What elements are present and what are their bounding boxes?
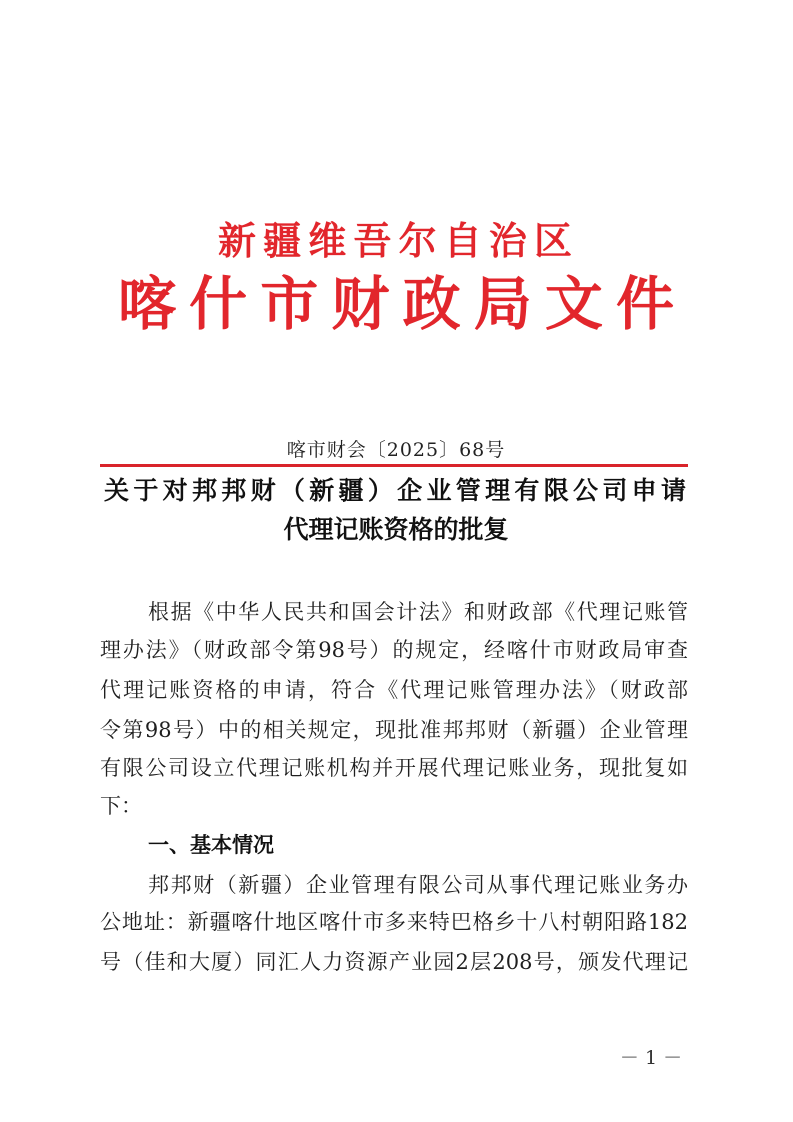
red-divider-rule <box>100 464 688 467</box>
paragraph-2-line: 邦邦财（新疆）企业管理有限公司从事代理记账业务办 <box>148 873 688 897</box>
header-region-title: 新疆维吾尔自治区 <box>218 218 572 263</box>
paragraph-1-line: 代理记账资格的申请，符合《代理记账管理办法》（财政部 <box>100 678 688 702</box>
document-number: 喀市财会〔2025〕68号 <box>286 439 506 461</box>
paragraph-1-line: 下： <box>100 794 142 818</box>
page-number: － 1 － <box>619 1047 683 1069</box>
paragraph-1-line: 令第98号）中的相关规定，现批准邦邦财（新疆）企业管理 <box>100 718 688 742</box>
section-1-heading: 一、基本情况 <box>148 832 274 857</box>
paragraph-2-line: 公地址：新疆喀什地区喀什市多来特巴格乡十八村朝阳路182 <box>100 910 688 934</box>
paragraph-2-line: 号（佳和大厦）同汇人力资源产业园2层208号，颁发代理记 <box>100 950 688 974</box>
document-title-line-2: 代理记账资格的批复 <box>283 515 509 544</box>
paragraph-1-line: 根据《中华人民共和国会计法》和财政部《代理记账管 <box>148 600 688 624</box>
paragraph-1-line: 有限公司设立代理记账机构并开展代理记账业务，现批复如 <box>100 756 688 780</box>
document-title-line-1: 关于对邦邦财（新疆）企业管理有限公司申请 <box>104 476 686 505</box>
header-agency-file-title: 喀什市财政局文件 <box>118 270 674 338</box>
paragraph-1-line: 理办法》（财政部令第98号）的规定，经喀什市财政局审查 <box>100 638 688 662</box>
